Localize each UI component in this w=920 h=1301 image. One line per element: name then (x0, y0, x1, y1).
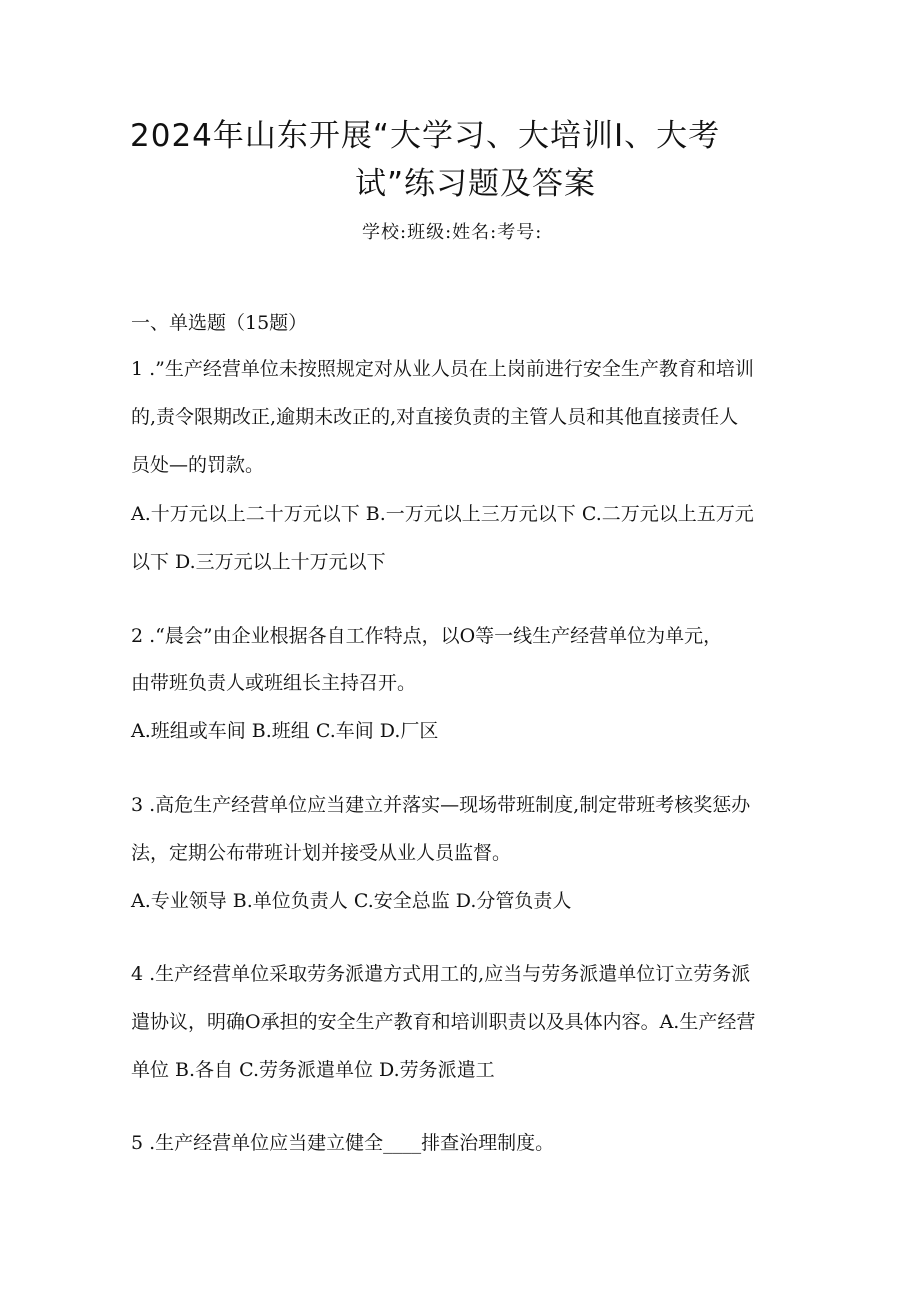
document-title-line-1: 2024年山东开展“大学习、大培训I、大考 (130, 118, 721, 154)
question-3-options-line-1: A.专业领导 B.单位负责人 C.安全总监 D.分管负责人 (131, 890, 572, 912)
question-2-stem-line-1: 2 .“晨会”由企业根据各自工作特点，以O等一线生产经营单位为单元， (131, 625, 723, 647)
section-heading: 一、单选题（15题） (131, 312, 308, 334)
question-3-stem-line-1: 3 .高危生产经营单位应当建立并落实—现场带班制度,制定带班考核奖惩办 (131, 794, 751, 816)
question-3-stem-line-2: 法，定期公布带班计划并接受从业人员监督。 (131, 842, 512, 864)
question-1-options-line-1: A.十万元以上二十万元以下 B.一万元以上三万元以下 C.二万元以上五万元 (131, 503, 754, 525)
question-5-stem-line-1: 5 .生产经营单位应当建立健全____排查治理制度。 (131, 1132, 555, 1154)
document-title-line-2: 试”练习题及答案 (355, 166, 597, 202)
question-4-stem-line-1: 4 .生产经营单位采取劳务派遣方式用工的,应当与劳务派遣单位订立劳务派 (131, 963, 751, 985)
student-info-line: 学校:班级:姓名:考号: (362, 222, 543, 243)
question-1-options-line-2: 以下 D.三万元以上十万元以下 (131, 551, 386, 573)
question-2-options-line-1: A.班组或车间 B.班组 C.车间 D.厂区 (131, 720, 439, 742)
question-1-stem-line-2: 的,责令限期改正,逾期未改正的,对直接负责的主管人员和其他直接责任人 (131, 406, 739, 428)
question-1-stem-line-1: 1 .”生产经营单位未按照规定对从业人员在上岗前进行安全生产教育和培训 (131, 358, 754, 380)
question-2-stem-line-2: 由带班负责人或班组长主持召开。 (131, 672, 417, 694)
question-4-stem-line-3: 单位 B.各自 C.劳务派遣单位 D.劳务派遣工 (131, 1059, 495, 1081)
question-1-stem-line-3: 员处—的罚款。 (131, 454, 265, 476)
question-4-stem-line-2: 遣协议，明确O承担的安全生产教育和培训职责以及具体内容。A.生产经营 (131, 1011, 756, 1033)
